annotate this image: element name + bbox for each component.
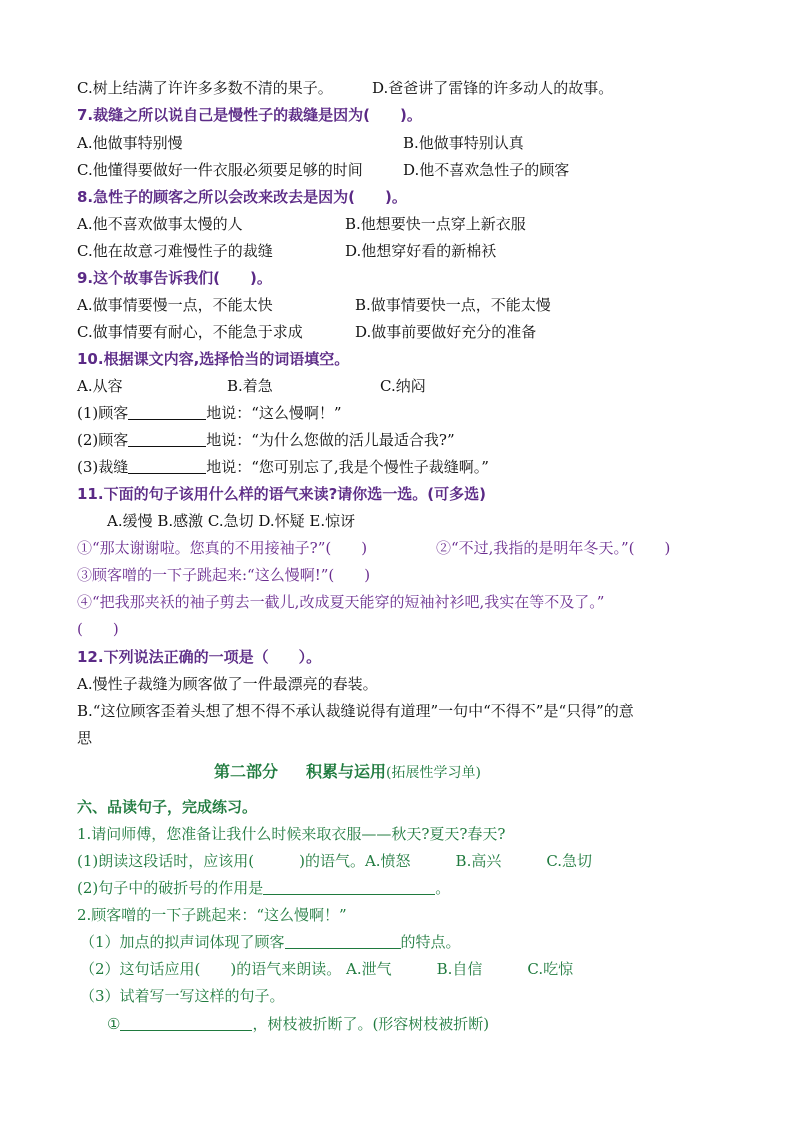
q10-item-2-suffix: 地说：“为什么您做的活儿最适合我?” <box>206 431 455 449</box>
question-10: 10.根据课文内容,选择恰当的词语填空。 <box>77 350 350 368</box>
s6-item-2-1-suffix: 的特点。 <box>400 933 461 951</box>
q10-item-3-blank[interactable] <box>128 459 206 474</box>
part-two-heading <box>214 762 481 783</box>
q7-option-b: B.他做事特别认真 <box>403 134 524 152</box>
q10-item-2-blank[interactable] <box>128 432 206 447</box>
q11-sentence-4-blank: ( ) <box>77 620 119 638</box>
q10-item-3-prefix: (3)裁缝 <box>77 458 129 476</box>
q10-item-2-prefix: (2)顾客 <box>77 431 129 449</box>
q7-option-d: D.他不喜欢急性子的顾客 <box>403 161 570 179</box>
q12-option-b-cont: 思 <box>77 729 93 747</box>
s6-item-1-2 <box>77 878 450 898</box>
question-12: 12.下列说法正确的一项是（ ）。 <box>77 648 322 666</box>
q10-option-b: B.着急 <box>227 377 273 395</box>
s6-item-2-3-a-suffix: ，树枝被折断了。(形容树枝被折断) <box>252 1015 490 1033</box>
q9-option-d: D.做事前要做好充分的准备 <box>355 323 537 341</box>
q10-item-1-blank[interactable] <box>128 405 206 420</box>
s6-item-2-3-a-marker: ① <box>107 1015 121 1033</box>
s6-item-2-3: （3）试着写一写这样的句子。 <box>80 987 285 1005</box>
q10-option-c: C.纳闷 <box>380 377 426 395</box>
s6-item-2-1 <box>80 932 461 952</box>
s6-item-2-2: （2）这句话应用( )的语气来朗读。 A.泄气 B.自信 C.吃惊 <box>80 960 574 978</box>
q8-option-a: A.他不喜欢做事太慢的人 <box>77 215 243 233</box>
section-six-heading: 六、品读句子，完成练习。 <box>77 798 258 816</box>
q8-option-b: B.他想要快一点穿上新衣服 <box>345 215 526 233</box>
q10-item-3 <box>77 457 489 477</box>
q10-item-1-suffix: 地说：“这么慢啊！” <box>206 404 342 422</box>
part-two-title: 积累与运用 <box>306 762 387 781</box>
question-11: 11.下面的句子该用什么样的语气来读?请你选一选。(可多选) <box>77 485 486 503</box>
s6-item-1-2-prefix: (2)句子中的破折号的作用是 <box>77 879 264 897</box>
q10-option-a: A.从容 <box>77 377 123 395</box>
q6-option-c: C.树上结满了许许多多数不清的果子。 <box>77 79 333 97</box>
q10-item-3-suffix: 地说：“您可别忘了,我是个慢性子裁缝啊。” <box>206 458 489 476</box>
question-8: 8.急性子的顾客之所以会改来改去是因为( )。 <box>77 188 407 206</box>
q8-option-d: D.他想穿好看的新棉袄 <box>345 242 497 260</box>
q7-option-c: C.他懂得要做好一件衣服必须要足够的时间 <box>77 161 363 179</box>
q11-options: A.缓慢 B.感激 C.急切 D.怀疑 E.惊讶 <box>107 512 356 530</box>
q11-sentence-3: ③顾客噌的一下子跳起来:“这么慢啊!”( ) <box>77 566 371 584</box>
s6-item-2-3-a <box>107 1014 489 1034</box>
s6-item-2-1-prefix: （1）加点的拟声词体现了顾客 <box>80 933 285 951</box>
question-9: 9.这个故事告诉我们( )。 <box>77 269 272 287</box>
q6-option-d-line <box>372 78 613 98</box>
q11-sentence-2: ②“不过,我指的是明年冬天。”( ) <box>436 539 671 557</box>
part-two-number: 第二部分 <box>214 762 279 781</box>
s6-item-1-2-blank[interactable] <box>263 880 435 895</box>
q7-option-a: A.他做事特别慢 <box>77 134 183 152</box>
s6-item-2-1-blank[interactable] <box>285 934 401 949</box>
s6-item-1-1: (1)朗读这段话时，应该用( )的语气。A.愤怒 B.高兴 C.急切 <box>77 852 593 870</box>
q12-option-b: B.“这位顾客歪着头想了想不得不承认裁缝说得有道理”一句中“不得不”是“只得”的意 <box>77 702 634 720</box>
s6-item-2-3-a-blank[interactable] <box>120 1016 252 1031</box>
q9-option-b: B.做事情要快一点，不能太慢 <box>355 296 551 314</box>
q9-option-a: A.做事情要慢一点，不能太快 <box>77 296 273 314</box>
q10-item-1 <box>77 403 342 423</box>
q10-item-1-prefix: (1)顾客 <box>77 404 129 422</box>
q10-item-2 <box>77 430 455 450</box>
s6-item-2: 2.顾客噌的一下子跳起来：“这么慢啊！” <box>77 906 347 924</box>
q8-option-c: C.他在故意刁难慢性子的裁缝 <box>77 242 273 260</box>
q9-option-c: C.做事情要有耐心，不能急于求成 <box>77 323 303 341</box>
q6-option-c-line <box>77 78 333 98</box>
q11-sentence-1: ①“那太谢谢啦。您真的不用接袖子?”( ) <box>77 539 368 557</box>
q6-option-d: D.爸爸讲了雷锋的许多动人的故事。 <box>372 79 614 97</box>
q11-sentence-4: ④“把我那夹袄的袖子剪去一截儿,改成夏天能穿的短袖衬衫吧,我实在等不及了。” <box>77 593 605 611</box>
q12-option-a: A.慢性子裁缝为顾客做了一件最漂亮的春装。 <box>77 675 378 693</box>
question-7: 7.裁缝之所以说自己是慢性子的裁缝是因为( )。 <box>77 106 422 124</box>
part-two-subtitle: (拓展性学习单) <box>386 765 481 781</box>
s6-item-1-2-suffix: 。 <box>435 879 451 897</box>
s6-item-1: 1.请问师傅，您准备让我什么时候来取衣服——秋天?夏天?春天? <box>77 825 506 843</box>
